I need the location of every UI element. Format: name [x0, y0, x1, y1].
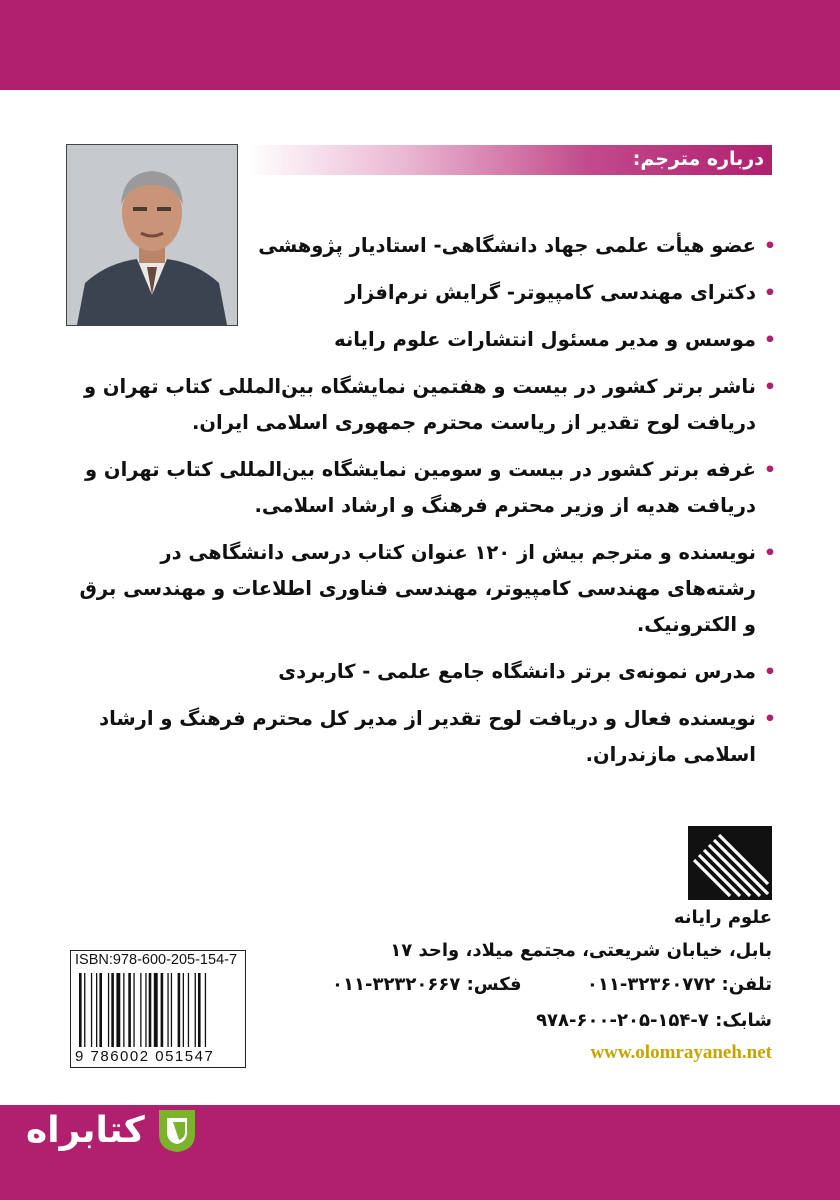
bio-item — [70, 369, 778, 441]
bio-item-text: عضو هیأت علمی جهاد دانشگاهی- استادیار پژوهشی — [258, 234, 756, 257]
bio-item-text: ناشر برتر کشور در بیست و هفتمین نمایشگاه بین‌المللی کتاب تهران و دریافت لوح تقدیر از ریاست محترم جمهوری اسلامی ایران. — [84, 375, 756, 434]
bio-item-text: دکترای مهندسی کامپیوتر- گرایش نرم‌افزار — [345, 281, 756, 304]
translator-bio-list — [70, 228, 778, 784]
bio-item — [70, 452, 778, 524]
bio-item — [70, 535, 778, 643]
section-title: درباره مترجم: — [632, 148, 764, 170]
bio-item-text: موسس و مدیر مسئول انتشارات علوم رایانه — [334, 328, 756, 351]
bio-item — [70, 275, 778, 311]
barcode-label: ISBN:978-600-205-154-7 — [75, 952, 238, 968]
bullet-dot-icon: • — [763, 542, 776, 564]
bio-item — [70, 322, 778, 358]
phone-number: تلفن: ۳۲۳۶۰۷۷۲-۰۱۱ — [586, 974, 772, 995]
bio-item-text: نویسنده و مترجم بیش از ۱۲۰ عنوان کتاب درسی دانشگاهی در رشته‌های مهندسی کامپیوتر، مهندسی فناوری اطلاعات و مهندسی برق و الکترونیک. — [79, 541, 756, 636]
bullet-dot-icon: • — [763, 661, 776, 683]
contact-row — [332, 974, 772, 995]
ketabrah-brand[interactable] — [26, 1098, 216, 1162]
bullet-dot-icon: • — [763, 235, 776, 257]
bullet-dot-icon: • — [763, 376, 776, 398]
bio-item-text: نویسنده فعال و دریافت لوح تقدیر از مدیر کل محترم فرهنگ و ارشاد اسلامی مازندران. — [99, 707, 756, 766]
publisher-logo-icon — [688, 826, 772, 900]
bio-item — [70, 228, 778, 264]
bullet-dot-icon: • — [763, 708, 776, 730]
bio-item-text: مدرس نمونه‌ی برتر دانشگاه جامع علمی - کاربردی — [278, 660, 756, 683]
top-magenta-band — [0, 0, 840, 90]
publisher-address: بابل، خیابان شریعتی، مجتمع میلاد، واحد ۱۷ — [390, 940, 772, 961]
fax-number: فکس: ۳۲۳۲۰۶۶۷-۰۱۱ — [332, 974, 522, 995]
ketabrah-wordmark: کتابراه — [26, 1109, 145, 1151]
bio-item — [70, 701, 778, 773]
bullet-dot-icon: • — [763, 282, 776, 304]
barcode-bars-icon — [77, 973, 241, 1049]
isbn-barcode — [70, 950, 246, 1068]
bio-item-text: غرفه برتر کشور در بیست و سومین نمایشگاه بین‌المللی کتاب تهران و دریافت هدیه از وزیر محترم فرهنگ و ارشاد اسلامی. — [85, 458, 756, 517]
bullet-dot-icon: • — [763, 459, 776, 481]
ketabrah-logo-icon — [151, 1104, 203, 1156]
bullet-dot-icon: • — [763, 329, 776, 351]
section-header-bar — [248, 145, 772, 175]
website-link[interactable]: www.olomrayaneh.net — [590, 1042, 772, 1063]
barcode-digits: 9 786002 051547 — [75, 1048, 215, 1065]
bio-item — [70, 654, 778, 690]
isbn-text: شابک: ۷-۱۵۴-۲۰۵-۶۰۰-۹۷۸ — [536, 1010, 772, 1031]
publisher-name: علوم رایانه — [673, 907, 772, 928]
